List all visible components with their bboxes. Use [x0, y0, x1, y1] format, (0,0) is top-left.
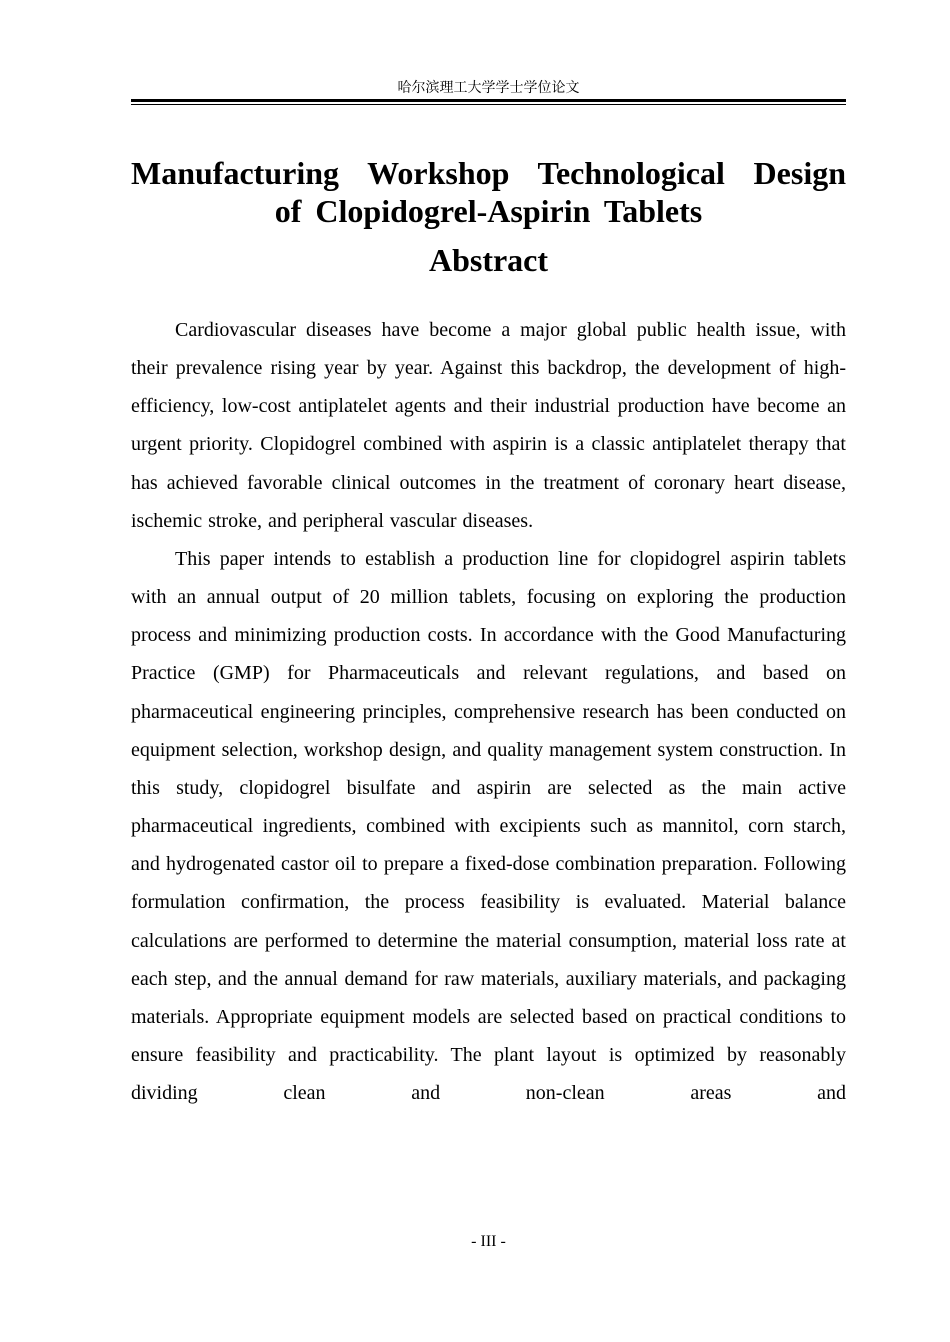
header-rule-thick	[131, 99, 846, 102]
thesis-title-line-1: Manufacturing Workshop Technological Design	[131, 155, 846, 191]
header-rule-thin	[131, 104, 846, 105]
abstract-heading: Abstract	[428, 242, 549, 278]
page-number: - III -	[471, 1233, 506, 1250]
abstract-body	[131, 311, 846, 1112]
abstract-paragraph-2: This paper intends to establish a production line for clopidogrel aspirin tablets with an annual output of 20 million tablets, focusing on exploring the production process and minimizing production costs. In accordance with the Good Manufacturing Practice (GMP) for Pharmaceuticals and relevant regulations, and based on pharmaceutical engineering principles, comprehensive research has been conducted on equipment selection, workshop design, and quality management system construction. In this study, clopidogrel bisulfate and aspirin are selected as the main active pharmaceutical ingredients, combined with excipients such as mannitol, corn starch, and hydrogenated castor oil to prepare a fixed-dose combination preparation. Following formulation confirmation, the process feasibility is evaluated. Material balance calculations are performed to determine the material consumption, material loss rate at each step, and the annual demand for raw materials, auxiliary materials, and packaging materials. Appropriate equipment models are selected based on practical conditions to ensure feasibility and practicability. The plant layout is optimized by reasonably dividing clean and non-clean areas and	[131, 547, 846, 1105]
thesis-title-line-2: of Clopidogrel-Aspirin Tablets	[274, 193, 703, 229]
thesis-title	[131, 154, 846, 230]
abstract-paragraph-1: Cardiovascular diseases have become a major global public health issue, with their prevalence rising year by year. Against this backdrop, the development of high-efficiency, low-cost antiplatelet agents and their industrial production have become an urgent priority. Clopidogrel combined with aspirin is a classic antiplatelet therapy that has achieved favorable clinical outcomes in the treatment of coronary heart disease, ischemic stroke, and peripheral vascular diseases.	[131, 319, 846, 532]
running-header: 哈尔滨理工大学学士学位论文	[397, 80, 580, 96]
